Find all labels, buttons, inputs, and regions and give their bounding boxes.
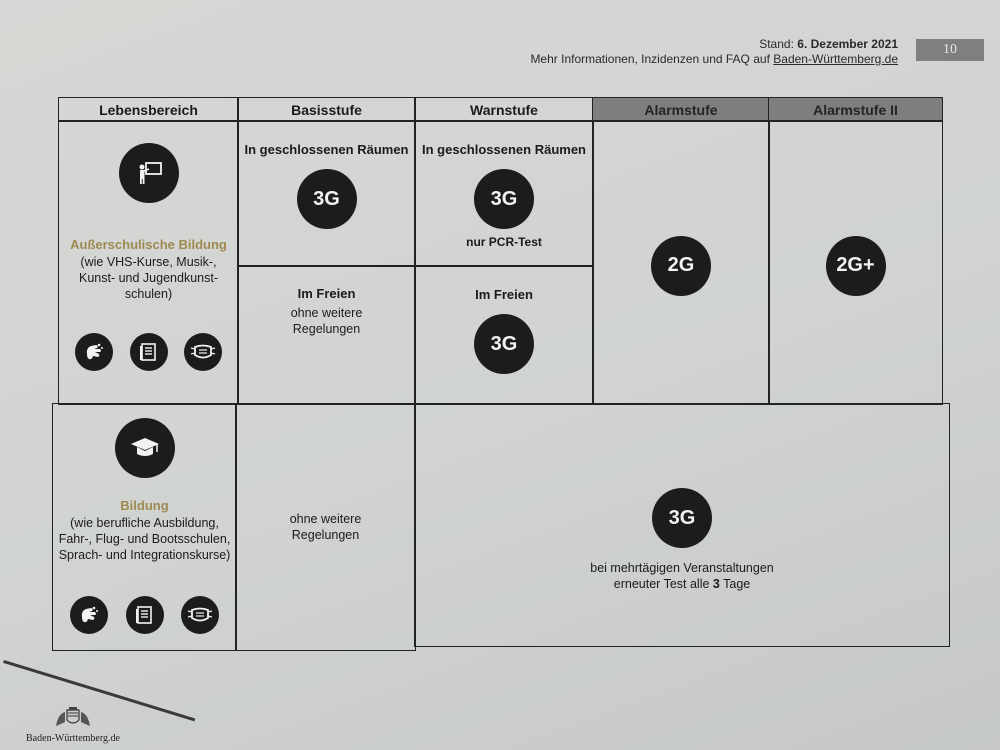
hand-hygiene-icon — [70, 596, 108, 634]
document-list-icon — [130, 333, 168, 371]
row1-warn-indoor-badge: 3G — [474, 169, 534, 229]
col-header-alarmstufe-2: Alarmstufe II — [768, 97, 943, 122]
row1-description: (wie VHS-Kurse, Musik-, Kunst- und Jugendkunst-schulen) — [79, 255, 218, 301]
row2-area-cell — [52, 403, 237, 651]
stand-label: Stand: — [759, 37, 794, 51]
row1-title: Außerschulische Bildung — [70, 237, 227, 252]
row1-basis-outdoor-text: ohne weitere Regelungen — [290, 306, 363, 336]
row2-rest-note-2-c: Tage — [723, 577, 751, 591]
row2-basis-text: ohne weitere Regelungen — [289, 512, 362, 542]
row2-title: Bildung — [120, 498, 169, 513]
col-header-alarmstufe: Alarmstufe — [592, 97, 770, 122]
stand-date: 6. Dezember 2021 — [797, 37, 898, 51]
graduation-cap-icon — [115, 418, 175, 478]
row1-warn-outdoor-label: Im Freien — [475, 287, 533, 302]
coat-of-arms-icon — [52, 706, 94, 730]
row2-description: (wie berufliche Ausbildung, Fahr-, Flug- und Bootsschulen, Sprach- und Integrationskurse) — [58, 516, 231, 562]
row1-warn-indoor-label: In geschlossenen Räumen — [422, 142, 586, 157]
row1-icon-row — [59, 333, 238, 371]
hand-hygiene-icon — [75, 333, 113, 371]
col-header-lebensbereich: Lebensbereich — [58, 97, 239, 122]
face-mask-icon — [184, 333, 222, 371]
row2-rest-note-2 — [614, 576, 750, 592]
col-header-warnstufe: Warnstufe — [414, 97, 594, 122]
row1-area-cell — [58, 120, 239, 405]
row1-alarm2-badge: 2G+ — [826, 236, 886, 296]
row1-basis-indoor-badge: 3G — [297, 169, 357, 229]
row2-rest-note-2-a: erneuter Test alle — [613, 577, 710, 591]
info-text: Mehr Informationen, Inzidenzen und FAQ auf — [530, 52, 770, 66]
row2-rest-note-2-b: 3 — [712, 577, 720, 591]
row1-basis-indoor-label: In geschlossenen Räumen — [244, 142, 409, 157]
row1-basis-outdoor-cell — [237, 265, 416, 405]
row2-basis-cell — [235, 403, 416, 651]
row1-warn-outdoor-badge: 3G — [474, 314, 534, 374]
row2-icon-row — [53, 596, 236, 634]
face-mask-icon — [181, 596, 219, 634]
info-link[interactable]: Baden-Württemberg.de — [773, 52, 898, 66]
document-list-icon — [126, 596, 164, 634]
footer-logo[interactable] — [18, 706, 128, 744]
row1-warn-indoor-note: nur PCR-Test — [466, 235, 542, 249]
row2-merged-cell — [414, 403, 950, 647]
row1-alarm-badge: 2G — [651, 236, 711, 296]
row1-warn-outdoor-cell — [414, 265, 594, 405]
row2-rest-note-1: bei mehrtägigen Veranstaltungen — [590, 561, 774, 575]
page-number: 10 — [916, 39, 984, 61]
row2-rest-badge: 3G — [652, 488, 712, 548]
row1-alarm2-cell — [768, 120, 943, 405]
row1-basis-indoor-cell — [237, 120, 416, 267]
row1-warn-indoor-cell — [414, 120, 594, 267]
footer-logo-text: Baden-Württemberg.de — [26, 733, 120, 744]
row1-basis-outdoor-label: Im Freien — [297, 286, 356, 301]
row1-alarm-cell — [592, 120, 770, 405]
teacher-board-icon — [119, 143, 179, 203]
col-header-basisstufe: Basisstufe — [237, 97, 416, 122]
